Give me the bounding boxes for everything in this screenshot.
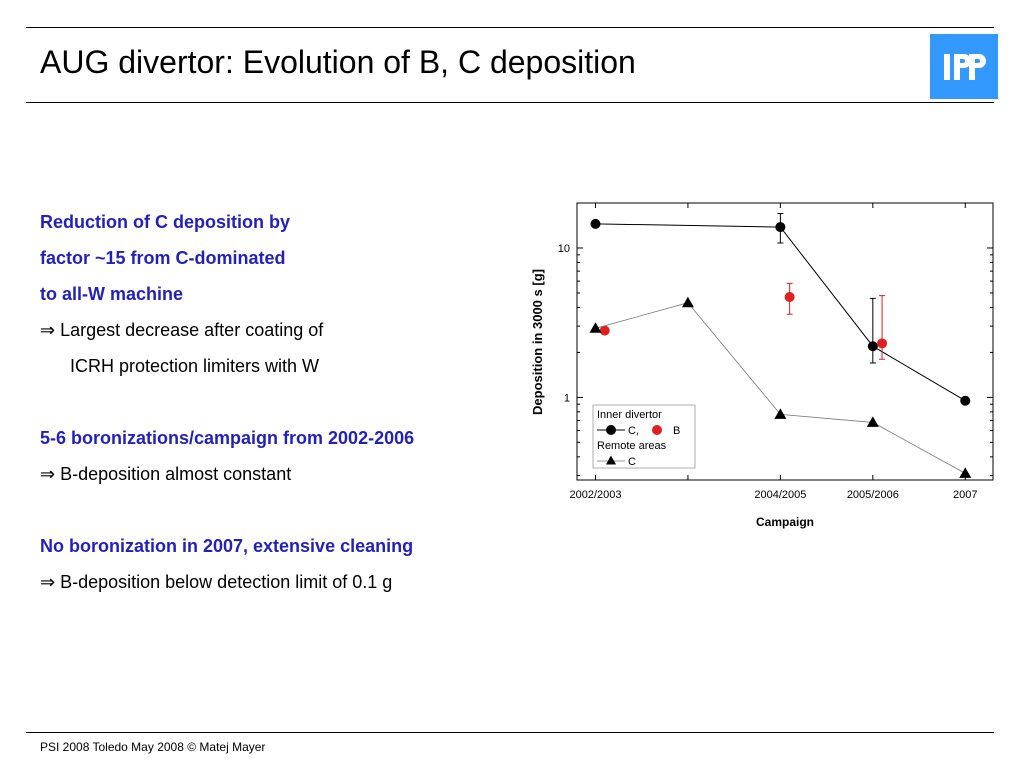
legend-label: Inner divertor bbox=[597, 409, 662, 421]
y-tick-label: 1 bbox=[563, 392, 570, 405]
data-point bbox=[682, 297, 694, 308]
series-line bbox=[595, 224, 965, 401]
legend-label: B bbox=[673, 425, 681, 437]
legend bbox=[593, 405, 695, 468]
text-line: ICRH protection limiters with W bbox=[70, 356, 320, 376]
legend-label: Remote areas bbox=[597, 440, 667, 452]
deposition-chart bbox=[520, 190, 1010, 545]
text-line: ⇒ Largest decrease after coating of bbox=[40, 320, 324, 340]
x-axis-label: Campaign bbox=[755, 515, 815, 529]
x-tick-label: 2007 bbox=[953, 489, 978, 501]
y-tick-label: 10 bbox=[557, 242, 570, 255]
x-tick-label: 2002/2003 bbox=[569, 489, 622, 501]
data-point bbox=[775, 222, 785, 232]
ipp-logo bbox=[930, 34, 998, 99]
title-rule bbox=[26, 102, 994, 103]
text-line: 5-6 boronizations/campaign from 2002-2006 bbox=[40, 428, 415, 448]
text-line: factor ~15 from C-dominated bbox=[40, 248, 286, 268]
data-point bbox=[774, 408, 786, 419]
top-rule bbox=[26, 27, 994, 28]
data-point bbox=[959, 467, 971, 478]
text-line: ⇒ B-deposition almost constant bbox=[40, 464, 292, 484]
legend-label: C, bbox=[628, 425, 639, 437]
data-point bbox=[877, 338, 887, 348]
legend-label: C bbox=[628, 456, 636, 468]
footer-text: PSI 2008 Toledo May 2008 © Matej Mayer bbox=[40, 740, 266, 754]
text-line: to all-W machine bbox=[40, 284, 184, 304]
legend-marker-c bbox=[606, 425, 616, 435]
footer-rule bbox=[26, 732, 994, 733]
data-point bbox=[868, 341, 878, 351]
x-tick-label: 2004/2005 bbox=[754, 489, 807, 501]
data-point bbox=[960, 396, 970, 406]
text-line: Reduction of C deposition by bbox=[40, 212, 290, 232]
data-point bbox=[590, 219, 600, 229]
data-point bbox=[785, 292, 795, 302]
legend-marker-b bbox=[652, 425, 662, 435]
text-line: No boronization in 2007, extensive cleaning bbox=[40, 536, 414, 556]
slide-title: AUG divertor: Evolution of B, C deposition bbox=[40, 44, 636, 80]
text-line: ⇒ B-deposition below detection limit of 0.1 g bbox=[40, 572, 393, 592]
y-axis-label: Deposition in 3000 s [g] bbox=[530, 269, 545, 415]
text-block bbox=[40, 204, 520, 600]
x-tick-label: 2005/2006 bbox=[846, 489, 899, 501]
ipp-logo-mark bbox=[942, 50, 986, 84]
